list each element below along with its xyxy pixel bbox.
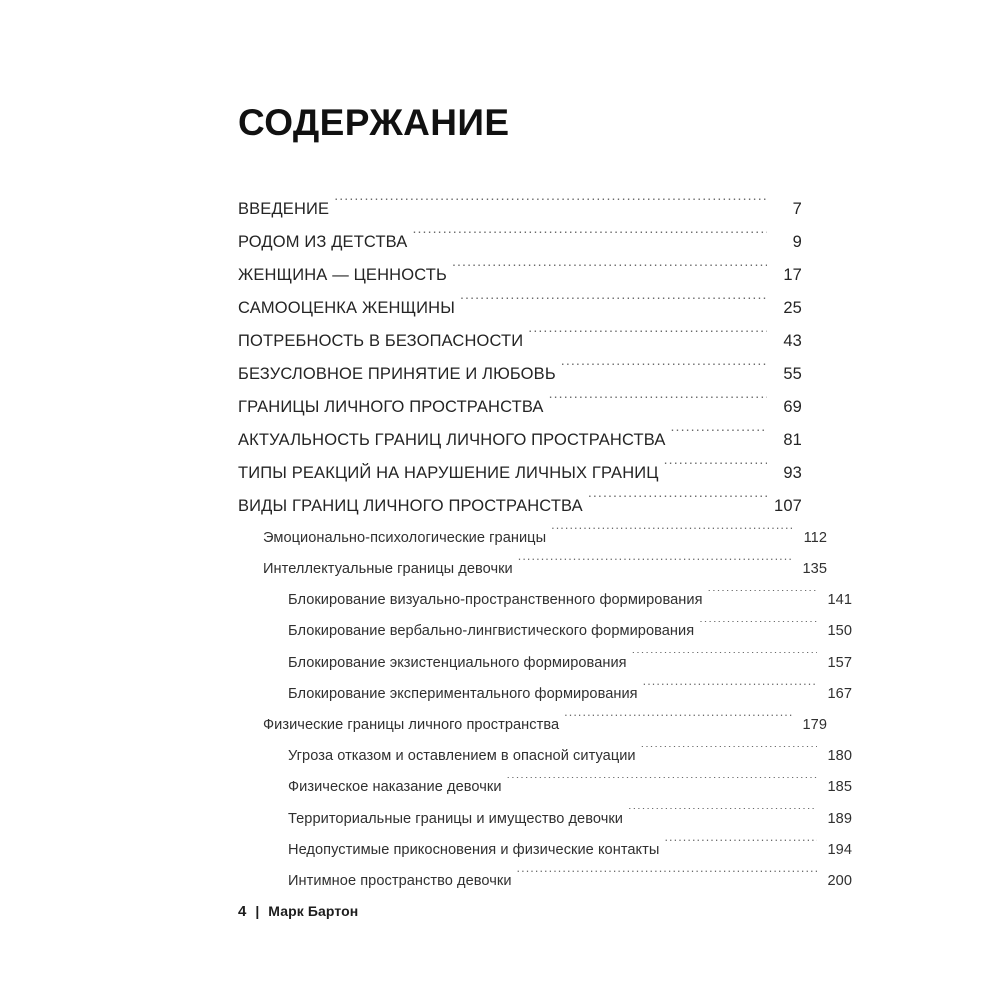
page-footer — [238, 903, 358, 920]
toc-dot-leader — [452, 263, 767, 280]
page-title: СОДЕРЖАНИЕ — [238, 102, 510, 143]
toc-entry-page-number: 9 — [792, 232, 802, 251]
toc-entry[interactable] — [288, 866, 852, 897]
toc-entry-page-number: 167 — [827, 685, 852, 702]
toc-entry[interactable] — [263, 710, 827, 741]
toc-entry-label: Физические границы личного пространства — [263, 717, 560, 734]
toc-entry-label: ГРАНИЦЫ ЛИЧНОГО ПРОСТРАНСТВА — [238, 397, 544, 416]
toc-entry-label: ВВЕДЕНИЕ — [238, 199, 330, 218]
toc-entry[interactable] — [238, 358, 802, 391]
toc-entry-page-number: 43 — [783, 331, 802, 350]
toc-entry[interactable] — [238, 259, 802, 292]
toc-dot-leader — [641, 746, 817, 761]
toc-dot-leader — [588, 494, 767, 511]
toc-entry-label: Физическое наказание девочки — [288, 779, 502, 796]
toc-entry-page-number: 157 — [827, 654, 852, 671]
toc-dot-leader — [664, 839, 817, 854]
toc-entry-page-number: 179 — [802, 717, 827, 734]
toc-entry-page-number: 107 — [774, 496, 802, 515]
toc-entry-label: Блокирование экспериментального формирования — [288, 685, 638, 702]
toc-entry-label: САМООЦЕНКА ЖЕНЩИНЫ — [238, 298, 456, 317]
toc-entry[interactable] — [238, 457, 802, 490]
toc-entry-label: Эмоционально-психологические границы — [263, 529, 547, 546]
toc-dot-leader — [643, 683, 817, 698]
toc-entry-page-number: 185 — [827, 779, 852, 796]
toc-entry-label: Блокирование вербально-лингвистического формирования — [288, 623, 695, 640]
toc-dot-leader — [517, 870, 817, 885]
toc-entry[interactable] — [288, 679, 852, 710]
toc-entry[interactable] — [238, 325, 802, 358]
footer-author-name: Марк Бартон — [268, 903, 359, 919]
toc-entry-page-number: 17 — [783, 265, 802, 284]
toc-entry[interactable] — [238, 193, 802, 226]
toc-dot-leader — [412, 230, 767, 247]
toc-dot-leader — [699, 621, 817, 636]
toc-entry-page-number: 200 — [827, 873, 852, 890]
toc-entry[interactable] — [263, 523, 827, 554]
toc-entry[interactable] — [288, 772, 852, 803]
toc-dot-leader — [549, 395, 767, 412]
toc-dot-leader — [334, 197, 767, 214]
toc-entry[interactable] — [238, 226, 802, 259]
toc-entry[interactable] — [288, 585, 852, 616]
toc-entry[interactable] — [288, 804, 852, 835]
toc-entry[interactable] — [238, 391, 802, 424]
toc-entry-page-number: 141 — [827, 592, 852, 609]
toc-entry-page-number: 93 — [783, 463, 802, 482]
toc-entry[interactable] — [238, 490, 802, 523]
toc-entry-page-number: 25 — [783, 298, 802, 317]
toc-dot-leader — [528, 329, 767, 346]
toc-entry-label: Блокирование экзистенциального формирования — [288, 654, 627, 671]
toc-entry[interactable] — [288, 648, 852, 679]
toc-entry-label: РОДОМ ИЗ ДЕТСТВА — [238, 232, 408, 251]
toc-entry-page-number: 69 — [783, 397, 802, 416]
toc-entry-label: Интимное пространство девочки — [288, 873, 512, 890]
footer-divider: | — [255, 903, 260, 919]
toc-entry-label: ЖЕНЩИНА — ЦЕННОСТЬ — [238, 265, 447, 284]
toc-entry-page-number: 194 — [827, 841, 852, 858]
toc-entry-page-number: 189 — [827, 810, 852, 827]
toc-entry-page-number: 135 — [802, 561, 827, 578]
toc-dot-leader — [551, 527, 792, 542]
toc-entry[interactable] — [238, 292, 802, 325]
table-of-contents-list — [238, 143, 852, 897]
toc-dot-leader — [564, 714, 792, 729]
toc-dot-leader — [507, 777, 817, 792]
toc-entry[interactable] — [288, 616, 852, 647]
toc-dot-leader — [628, 808, 817, 823]
toc-dot-leader — [632, 652, 817, 667]
toc-entry-label: Интеллектуальные границы девочки — [263, 561, 513, 578]
footer-page-number: 4 — [238, 903, 247, 920]
toc-entry-page-number: 112 — [803, 529, 827, 546]
toc-entry-page-number: 7 — [792, 199, 802, 218]
toc-entry-label: БЕЗУСЛОВНОЕ ПРИНЯТИЕ И ЛЮБОВЬ — [238, 364, 556, 383]
toc-entry-label: ВИДЫ ГРАНИЦ ЛИЧНОГО ПРОСТРАНСТВА — [238, 496, 583, 515]
toc-entry[interactable] — [288, 741, 852, 772]
toc-dot-leader — [671, 428, 768, 445]
toc-entry-label: Угроза отказом и оставлением в опасной ситуации — [288, 748, 636, 765]
toc-entry-page-number: 55 — [783, 364, 802, 383]
toc-entry-label: Недопустимые прикосновения и физические контакты — [288, 841, 660, 858]
toc-dot-leader — [664, 461, 767, 478]
toc-entry-label: Блокирование визуально-пространственного формирования — [288, 592, 703, 609]
toc-dot-leader — [561, 362, 767, 379]
toc-entry-page-number: 81 — [783, 430, 802, 449]
toc-entry-label: ПОТРЕБНОСТЬ В БЕЗОПАСНОСТИ — [238, 331, 524, 350]
toc-entry-label: АКТУАЛЬНОСТЬ ГРАНИЦ ЛИЧНОГО ПРОСТРАНСТВА — [238, 430, 666, 449]
toc-entry[interactable] — [238, 424, 802, 457]
toc-entry-page-number: 180 — [827, 748, 852, 765]
toc-content — [238, 0, 852, 897]
toc-entry-page-number: 150 — [827, 623, 852, 640]
toc-dot-leader — [518, 558, 792, 573]
toc-entry-label: Территориальные границы и имущество девочки — [288, 810, 623, 827]
toc-dot-leader — [460, 296, 767, 313]
toc-entry-label: ТИПЫ РЕАКЦИЙ НА НАРУШЕНИЕ ЛИЧНЫХ ГРАНИЦ — [238, 463, 659, 482]
toc-entry[interactable] — [263, 554, 827, 585]
toc-dot-leader — [708, 590, 817, 605]
toc-entry[interactable] — [288, 835, 852, 866]
